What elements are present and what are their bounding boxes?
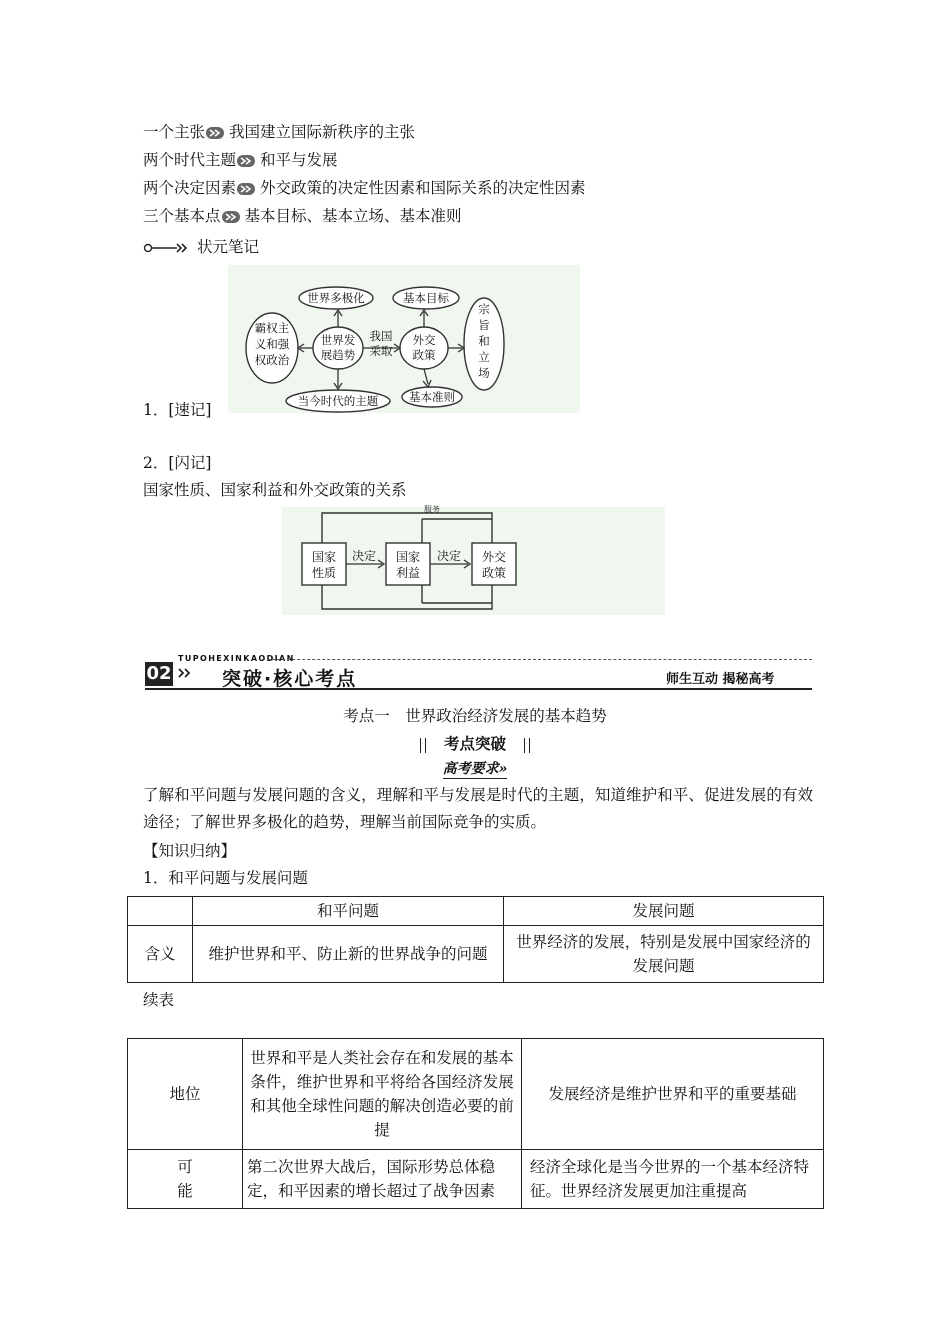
hegemony-label: 权政治	[254, 353, 290, 367]
table-header-cell: 发展问题	[504, 897, 824, 926]
basic-goal-label: 基本目标	[403, 291, 449, 305]
chevron-icon	[178, 668, 192, 678]
section-title: 突破·核心考点	[222, 668, 358, 690]
summary-line-4	[143, 206, 462, 226]
purpose-label: 立	[478, 350, 490, 364]
we-adopt-label: 我国	[369, 329, 393, 343]
item-1-label: 1．[速记]	[143, 401, 212, 419]
hegemony-label: 义和强	[254, 337, 290, 351]
breakthrough-heading: 考点突破	[0, 732, 950, 754]
world-trend-label: 世界发	[320, 333, 356, 347]
bar-icon	[420, 738, 426, 753]
table-cell: 发展经济是维护世界和平的重要基础	[522, 1039, 824, 1150]
top-label: 服务	[424, 505, 440, 514]
purpose-label: 场	[478, 366, 490, 380]
basic-norm-label: 基本准则	[409, 390, 455, 404]
policy-label: 外交	[481, 550, 507, 564]
nature-label: 国家	[311, 550, 337, 564]
diagram-1	[228, 265, 580, 415]
table-row-label: 可 能	[128, 1150, 243, 1209]
summary-text: 我国建立国际新秩序的主张	[229, 123, 416, 141]
theme-label: 当今时代的主题	[297, 394, 379, 408]
table-row	[128, 1150, 824, 1209]
table-2	[127, 1038, 824, 1209]
continued-label: 续表	[143, 991, 175, 1009]
double-arrow-icon	[206, 127, 224, 139]
table-header-cell	[128, 897, 193, 926]
decide-label: 决定	[436, 549, 462, 563]
notes-heading: 状元笔记	[143, 237, 259, 257]
nature-label: 性质	[311, 566, 337, 580]
table-cell: 经济全球化是当今世界的一个基本经济特征。世界经济发展更加注重提高	[522, 1150, 824, 1209]
knowledge-heading: 【知识归纳】	[143, 842, 237, 860]
diagram-2	[282, 505, 665, 617]
header-dashed-line	[262, 659, 812, 660]
double-arrow-icon	[222, 211, 240, 223]
bar-icon	[524, 738, 530, 753]
double-arrow-icon	[237, 183, 255, 195]
we-adopt-label: 采取	[369, 344, 393, 358]
summary-line-3	[143, 178, 586, 198]
item-peace-heading: 1．和平问题与发展问题	[143, 869, 308, 887]
interest-label: 利益	[395, 566, 421, 580]
foreign-policy-label: 外交	[412, 333, 436, 347]
topic-title: 考点一 世界政治经济发展的基本趋势	[343, 707, 607, 725]
purpose-label: 和	[478, 334, 490, 348]
requirement-label: 高考要求»	[442, 761, 508, 777]
section-pinyin: TUPOHEXINKAODIAN	[178, 654, 295, 663]
policy-label: 政策	[481, 566, 507, 580]
summary-label: 一个主张	[143, 123, 206, 141]
world-trend-label: 展趋势	[320, 348, 356, 362]
decide-label: 决定	[351, 549, 377, 563]
table-cell: 维护世界和平、防止新的世界战争的问题	[193, 926, 504, 983]
section-number: 02	[146, 663, 172, 684]
table-1	[127, 896, 824, 983]
multipolar-label: 世界多极化	[307, 291, 365, 305]
summary-label: 两个决定因素	[143, 179, 237, 197]
item-2-label: 2．[闪记]	[143, 454, 212, 472]
table-row	[128, 1039, 824, 1150]
requirement-text: 了解和平问题与发展问题的含义，理解和平与发展是时代的主题，知道维护和平、促进发展的有效途径；了解世界多极化的趋势，理解当前国际竞争的实质。	[143, 786, 813, 831]
summary-line-2	[143, 150, 338, 170]
summary-text: 外交政策的决定性因素和国际关系的决定性因素	[260, 179, 586, 197]
summary-line-1	[143, 122, 415, 142]
foreign-policy-label: 政策	[412, 348, 436, 362]
summary-text: 基本目标、基本立场、基本准则	[244, 207, 462, 225]
table-row-label: 地位	[128, 1039, 243, 1150]
hegemony-label: 霸权主	[254, 321, 290, 335]
summary-label: 三个基本点	[143, 207, 221, 225]
pointer-arrow-icon	[143, 242, 189, 254]
table-header-cell: 和平问题	[193, 897, 504, 926]
table-cell: 世界和平是人类社会存在和发展的基本条件，维护世界和平将给各国经济发展和其他全球性问题的解决创造必要的前提	[243, 1039, 522, 1150]
item-2-text: 国家性质、国家利益和外交政策的关系	[143, 481, 407, 499]
interest-label: 国家	[395, 550, 421, 564]
summary-label: 两个时代主题	[143, 151, 237, 169]
table-cell: 世界经济的发展，特别是发展中国家经济的发展问题	[504, 926, 824, 983]
table-row	[128, 926, 824, 983]
table-cell: 第二次世界大战后，国际形势总体稳定，和平因素的增长超过了战争因素	[243, 1150, 522, 1209]
table-row-label: 含义	[128, 926, 193, 983]
summary-text: 和平与发展	[260, 151, 338, 169]
purpose-label: 旨	[478, 318, 490, 332]
table-row	[128, 897, 824, 926]
section-right-text: 师生互动 揭秘高考	[666, 672, 775, 687]
double-arrow-icon	[237, 155, 255, 167]
purpose-label: 宗	[478, 302, 490, 316]
